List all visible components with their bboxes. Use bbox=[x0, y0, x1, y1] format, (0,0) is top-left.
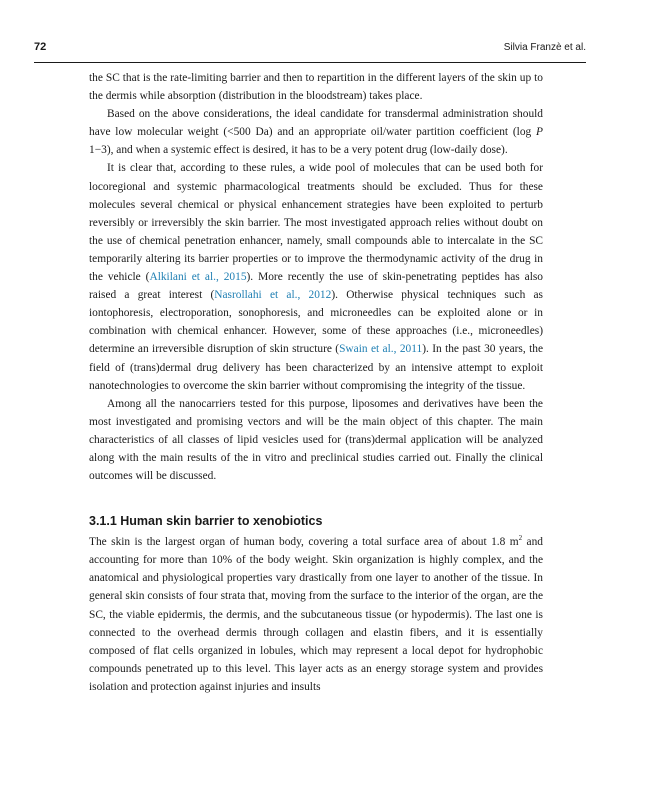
citation-link-nasrollahi[interactable]: Nasrollahi et al., 2012 bbox=[214, 289, 332, 302]
running-head: Silvia Franzè et al. bbox=[503, 42, 586, 53]
paragraph-skin-organization bbox=[89, 533, 543, 696]
paragraph-text: It is clear that, according to these rules, a wide pool of molecules that can be used both for locoregional and systemic pharmacological treatments should be excluded. Thus for these molecules several chemical or physical enhancement strategies have been exploited to perturb reversibly or irreversibly the skin barrier. The most investigated approach relies without doubt on the use of chemical penetration enhancer, namely, small compounds able to intercalate in the SC temporarily altering its barrier properties or to improve the thermodynamic activity of the drug in the vehicle ( bbox=[89, 162, 543, 284]
superscript-exponent: 2 bbox=[518, 534, 523, 543]
section-heading: 3.1.1 Human skin barrier to xenobiotics bbox=[89, 514, 323, 529]
log-p-symbol: P bbox=[536, 126, 543, 139]
page-header bbox=[34, 34, 586, 63]
paragraph-nanocarriers: Among all the nanocarriers tested for this purpose, liposomes and derivatives have been the most investigated and promising vectors and will be the main object of this chapter. The main characteristics of all classes of lipid vesicles used for (trans)dermal application will be analyzed along with the main results of the in vitro and preclinical studies carried out. Finally the clinical outcomes will be discussed. bbox=[89, 397, 543, 483]
paragraph-text: ). In the past 30 years, the field of (trans)dermal drug delivery has been characterized by an intensive attempt to exploit nanotechnologies to overcome the skin barrier without compromising the integrity of the tissue. bbox=[89, 343, 544, 392]
paragraph-text: ). More recently the use of skin-penetrating peptides has also raised a great interest ( bbox=[89, 271, 543, 302]
citation-link-swain[interactable]: Swain et al., 2011 bbox=[339, 343, 423, 356]
paragraph-text: Based on the above considerations, the ideal candidate for transdermal administration should have low molecular weight (<500 Da) and an appropriate oil/water partition coefficient (log bbox=[89, 108, 543, 139]
paragraph-text: ). Otherwise physical techniques such as iontophoresis, electroporation, sonophoresis, and microneedles can be exploited alone or in combination with chemical enhancer. However, some of these approaches (i.e., microneedles) determine an irreversible disruption of skin structure ( bbox=[89, 289, 543, 356]
paragraph-ideal-candidate bbox=[89, 105, 543, 159]
paragraph-enhancement-strategies bbox=[89, 159, 543, 394]
page-number: 72 bbox=[34, 41, 47, 53]
paragraph-text: and accounting for more than 10% of the body weight. Skin organization is highly complex, and the anatomical and physiological properties vary drastically from one layer to another of the tissue. In general skin consists of four strata that, moving from the surface to the interior of the organ, are the SC, the viable epidermis, the dermis, and the subcutaneous tissue (or hypodermis). The last one is connected to the overhead dermis through collagen and elastin fibers, and it is essentially composed of flat cells organized in lobules, which may represent a local depot for hydrophobic compounds penetrated up to this level. This layer acts as an energy storage system and provides isolation and protection against injuries and insults bbox=[89, 536, 543, 693]
paragraph-continuation: the SC that is the rate-limiting barrier and then to repartition in the different layers of the skin up to the dermis while absorption (distribution in the bloodstream) takes place. bbox=[89, 72, 543, 103]
body-text bbox=[89, 69, 543, 696]
paragraph-text: The skin is the largest organ of human body, covering a total surface area of about 1.8 m bbox=[89, 536, 519, 549]
paragraph-text: 1−3), and when a systemic effect is desired, it has to be a very potent drug (low-daily dose). bbox=[89, 144, 508, 157]
citation-link-alkilani[interactable]: Alkilani et al., 2015 bbox=[149, 271, 247, 284]
